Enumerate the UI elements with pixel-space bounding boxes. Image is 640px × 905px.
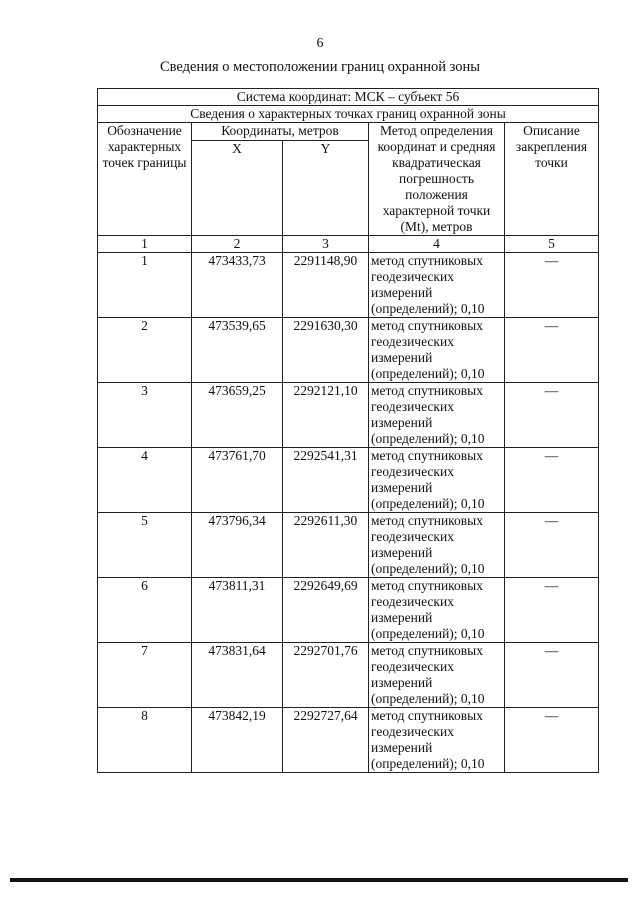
point-id-cell: 4 bbox=[98, 448, 192, 513]
coordinates-table bbox=[97, 88, 599, 773]
subtitle-row bbox=[98, 106, 599, 123]
method-cell: метод спутниковых геодезических измерений (определений); 0,10 bbox=[369, 318, 505, 383]
x-coordinate-cell: 473811,31 bbox=[192, 578, 283, 643]
y-coordinate-cell: 2291148,90 bbox=[283, 253, 369, 318]
table-subtitle-cell: Сведения о характерных точках границ охранной зоны bbox=[98, 106, 599, 123]
header-method: Метод определения координат и средняя квадратическая погрешность положения характерной точки (Mt), метров bbox=[369, 123, 505, 236]
method-cell: метод спутниковых геодезических измерений (определений); 0,10 bbox=[369, 383, 505, 448]
coordinate-system-cell: Система координат: МСК – субъект 56 bbox=[98, 89, 599, 106]
description-cell: — bbox=[505, 383, 599, 448]
method-cell: метод спутниковых геодезических измерений (определений); 0,10 bbox=[369, 643, 505, 708]
header-x: X bbox=[192, 141, 283, 236]
description-cell: — bbox=[505, 578, 599, 643]
x-coordinate-cell: 473831,64 bbox=[192, 643, 283, 708]
header-description: Описание закрепления точки bbox=[505, 123, 599, 236]
column-number: 3 bbox=[283, 236, 369, 253]
table-row bbox=[98, 708, 599, 773]
y-coordinate-cell: 2292727,64 bbox=[283, 708, 369, 773]
x-coordinate-cell: 473433,73 bbox=[192, 253, 283, 318]
header-coordinates: Координаты, метров bbox=[192, 123, 369, 141]
header-y: Y bbox=[283, 141, 369, 236]
y-coordinate-cell: 2291630,30 bbox=[283, 318, 369, 383]
page-number: 6 bbox=[316, 36, 324, 51]
table-row bbox=[98, 383, 599, 448]
point-id-cell: 7 bbox=[98, 643, 192, 708]
method-cell: метод спутниковых геодезических измерений (определений); 0,10 bbox=[369, 708, 505, 773]
point-id-cell: 5 bbox=[98, 513, 192, 578]
point-id-cell: 8 bbox=[98, 708, 192, 773]
method-cell: метод спутниковых геодезических измерений (определений); 0,10 bbox=[369, 448, 505, 513]
method-cell: метод спутниковых геодезических измерений (определений); 0,10 bbox=[369, 578, 505, 643]
y-coordinate-cell: 2292611,30 bbox=[283, 513, 369, 578]
table-row bbox=[98, 513, 599, 578]
method-cell: метод спутниковых геодезических измерений (определений); 0,10 bbox=[369, 513, 505, 578]
y-coordinate-cell: 2292649,69 bbox=[283, 578, 369, 643]
column-number: 1 bbox=[98, 236, 192, 253]
bottom-rule bbox=[10, 878, 628, 882]
description-cell: — bbox=[505, 318, 599, 383]
y-coordinate-cell: 2292541,31 bbox=[283, 448, 369, 513]
table-row bbox=[98, 253, 599, 318]
table-row bbox=[98, 448, 599, 513]
description-cell: — bbox=[505, 643, 599, 708]
y-coordinate-cell: 2292701,76 bbox=[283, 643, 369, 708]
description-cell: — bbox=[505, 253, 599, 318]
description-cell: — bbox=[505, 448, 599, 513]
point-id-cell: 6 bbox=[98, 578, 192, 643]
header-row bbox=[98, 123, 599, 141]
column-number: 2 bbox=[192, 236, 283, 253]
column-number: 5 bbox=[505, 236, 599, 253]
method-cell: метод спутниковых геодезических измерений (определений); 0,10 bbox=[369, 253, 505, 318]
column-number-row bbox=[98, 236, 599, 253]
document-title: Сведения о местоположении границ охранной зоны bbox=[159, 59, 480, 75]
table-row bbox=[98, 643, 599, 708]
x-coordinate-cell: 473539,65 bbox=[192, 318, 283, 383]
table-row bbox=[98, 578, 599, 643]
system-row bbox=[98, 89, 599, 106]
x-coordinate-cell: 473842,19 bbox=[192, 708, 283, 773]
point-id-cell: 1 bbox=[98, 253, 192, 318]
x-coordinate-cell: 473796,34 bbox=[192, 513, 283, 578]
table-row bbox=[98, 318, 599, 383]
x-coordinate-cell: 473659,25 bbox=[192, 383, 283, 448]
column-number: 4 bbox=[369, 236, 505, 253]
description-cell: — bbox=[505, 708, 599, 773]
point-id-cell: 2 bbox=[98, 318, 192, 383]
description-cell: — bbox=[505, 513, 599, 578]
y-coordinate-cell: 2292121,10 bbox=[283, 383, 369, 448]
point-id-cell: 3 bbox=[98, 383, 192, 448]
x-coordinate-cell: 473761,70 bbox=[192, 448, 283, 513]
header-designation: Обозначение характерных точек границы bbox=[98, 123, 192, 236]
